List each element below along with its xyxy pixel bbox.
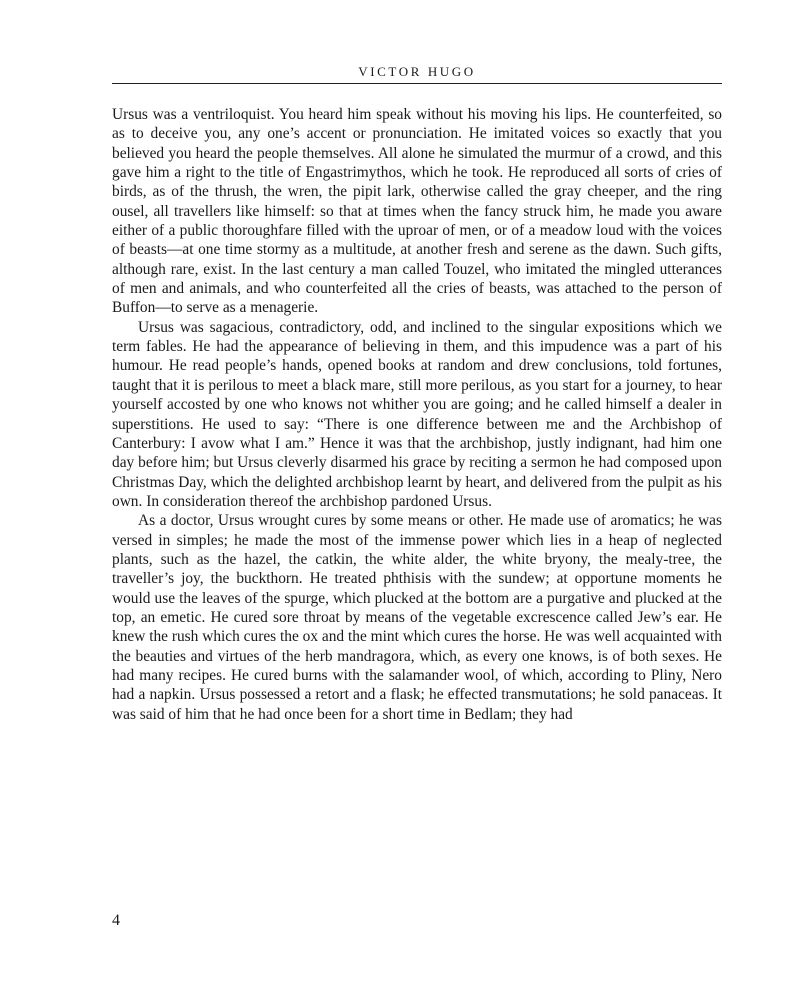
- body-text: [112, 105, 722, 724]
- paragraph-doctor: As a doctor, Ursus wrought cures by some means or other. He made use of aromatics; he was versed in simples; he made the most of the immense power which lies in a heap of neglected plants, such as the hazel, the catkin, the white alder, the white bryony, the mealy-tree, the traveller’s joy, the buckthorn. He treated phthisis with the sundew; at opportune moments he would use the leaves of the spurge, which plucked at the bottom are a purgative and plucked at the top, an emetic. He cured sore throat by means of the vegetable excrescence called Jew’s ear. He knew the rush which cures the ox and the mint which cures the horse. He was well acquainted with the beauties and virtues of the herb mandragora, which, as every one knows, is of both sexes. He had many recipes. He cured burns with the salamander wool, of which, according to Pliny, Nero had a napkin. Ursus possessed a retort and a flask; he effected transmutations; he sold panaceas. It was said of him that he had once been for a short time in Bedlam; they had: [112, 512, 722, 723]
- paragraph-ventriloquist: Ursus was a ventriloquist. You heard him speak without his moving his lips. He counterfeited, so as to deceive you, any one’s accent or pronunciation. He imitated voices so exactly that you believed you heard the people themselves. All alone he simulated the murmur of a crowd, and this gave him a right to the title of Engastrimythos, which he took. He reproduced all sorts of cries of birds, as of the thrush, the wren, the pipit lark, otherwise called the gray cheeper, and the ring ousel, all travellers like himself: so that at times when the fancy struck him, he made you aware either of a public thoroughfare filled with the uproar of men, or of a meadow loud with the voices of beasts—at one time stormy as a multitude, at another fresh and serene as the dawn. Such gifts, although rare, exist. In the last century a man called Touzel, who imitated the mingled utterances of men and animals, and who counterfeited all the cries of beasts, was attached to the person of Buffon—to serve as a menagerie.: [112, 106, 722, 317]
- running-header-title: VICTOR HUGO: [358, 64, 476, 79]
- paragraph-fables: Ursus was sagacious, contradictory, odd, and inclined to the singular expositions which we term fables. He had the appearance of believing in them, and this impudence was a part of his humour. He read people’s hands, opened books at random and drew conclusions, told fortunes, taught that it is perilous to meet a black mare, still more perilous, as you start for a journey, to hear yourself accosted by one who knows not whither you are going; and he called himself a dealer in superstitions. He used to say: “There is one difference between me and the Archbishop of Canterbury: I avow what I am.” Hence it was that the archbishop, justly indignant, had him one day before him; but Ursus cleverly disarmed his grace by reciting a sermon he had composed upon Christmas Day, which the delighted archbishop learnt by heart, and delivered from the pulpit as his own. In consideration thereof the archbishop pardoned Ursus.: [112, 318, 722, 510]
- page-number: 4: [112, 912, 120, 929]
- header-rule: [112, 83, 722, 84]
